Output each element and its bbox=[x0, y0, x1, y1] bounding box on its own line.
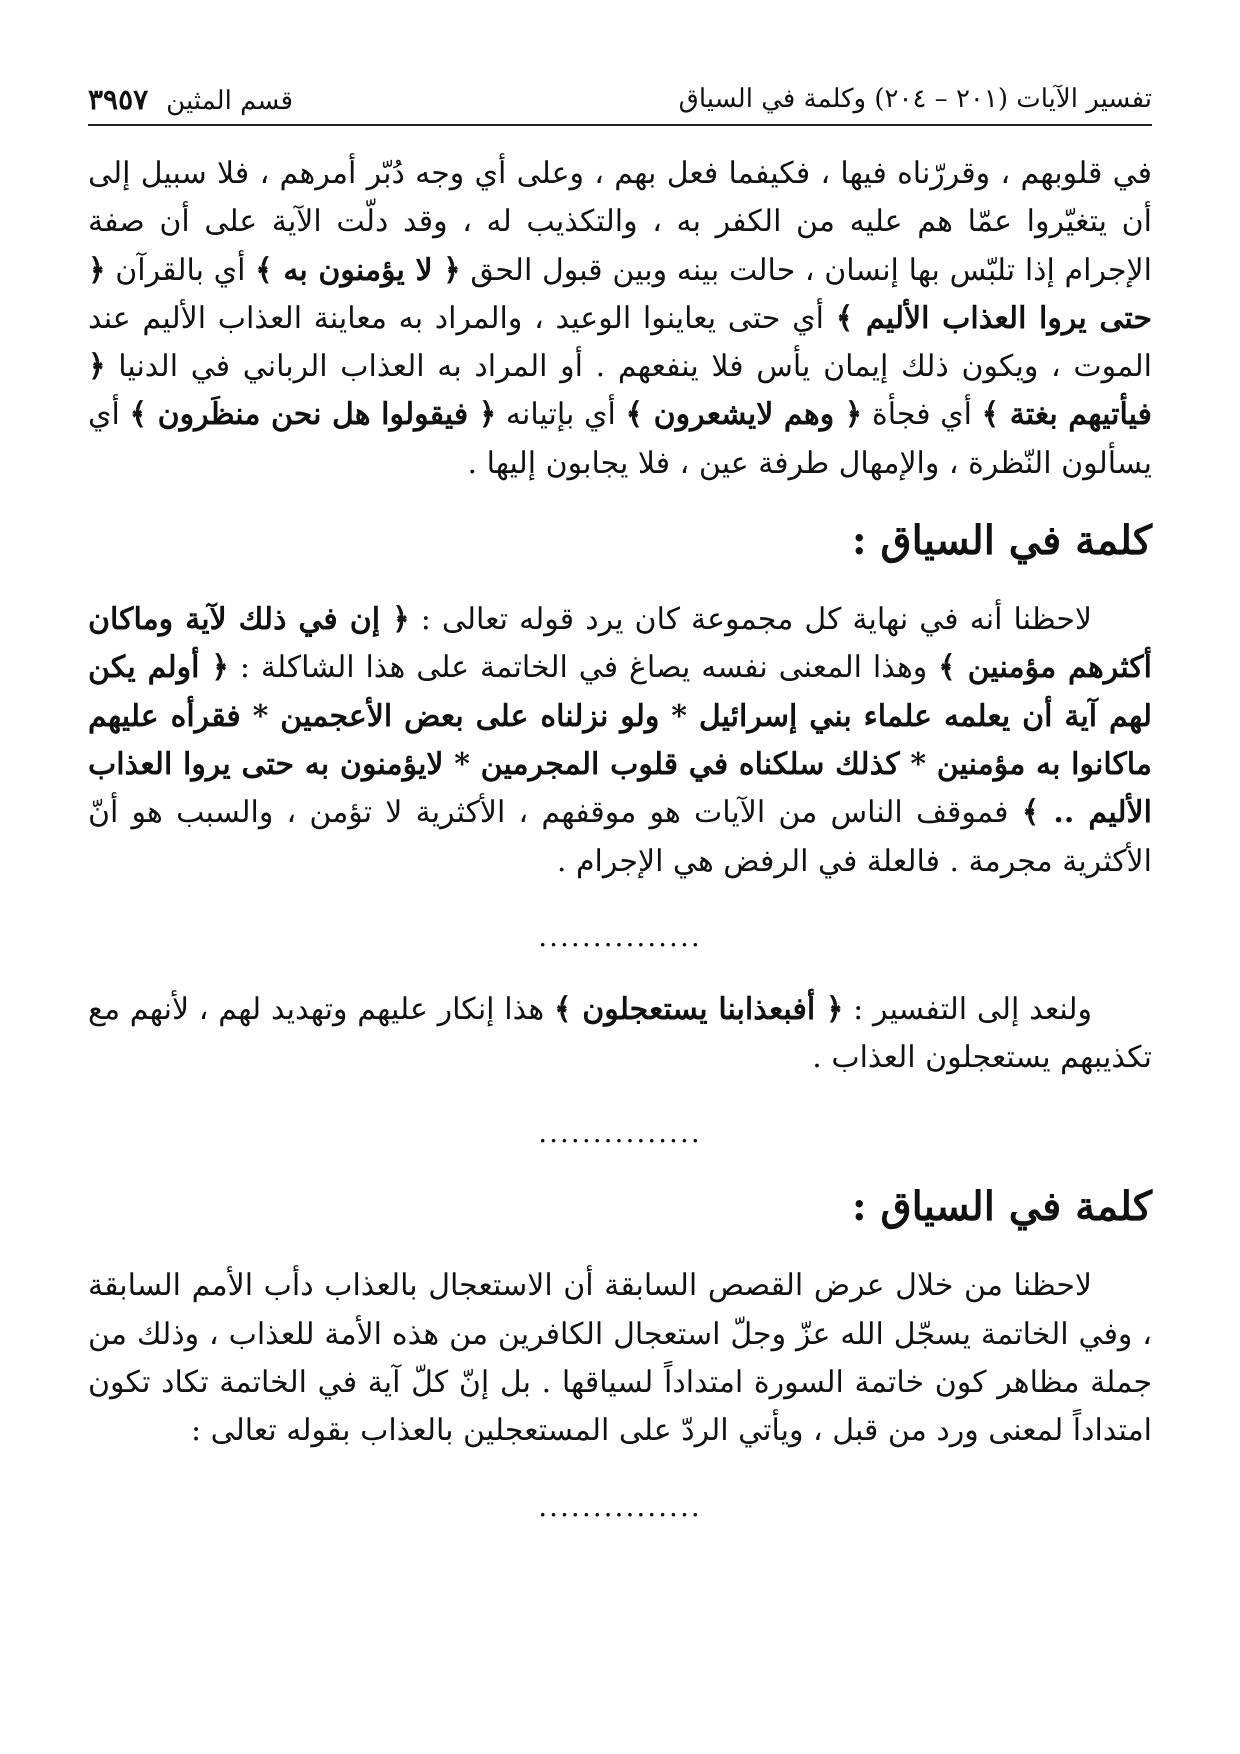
quran-quote: ﴿ وهم لايشعرون ﴾ bbox=[625, 397, 863, 433]
page-number: ٣٩٥٧ bbox=[88, 82, 149, 116]
paragraph-tafsir-1 bbox=[88, 150, 1152, 488]
quran-quote: ﴿ أولم يكن لهم آية أن يعلمه علماء بني إسرائيل * ولو نزلناه على بعض الأعجمين * فقرأه عليهم ماكانوا به مؤمنين * كذلك سلكناه في قلوب المجرمين * لايؤمنون به حتى يروا العذاب الأليم .. ﴾ bbox=[88, 650, 1152, 831]
section-heading-2: كلمة في السياق : bbox=[851, 1183, 1152, 1231]
quran-quote: ﴿ حتى يروا العذاب الأليم ﴾ bbox=[88, 252, 1153, 336]
text-run: أي بالقرآن bbox=[105, 252, 256, 288]
header-title: تفسير الآيات (٢٠١ – ٢٠٤) وكلمة في السياق bbox=[678, 84, 1152, 114]
text-run: لاحظنا أنه في نهاية كل مجموعة كان يرد قوله تعالى : bbox=[409, 602, 1092, 638]
section-heading-1: كلمة في السياق : bbox=[851, 517, 1152, 565]
text-run: أي بإتيانه bbox=[496, 397, 626, 433]
header-section-name: قسم المثين bbox=[166, 85, 294, 116]
header-left-group bbox=[88, 83, 293, 116]
text-run: وهذا المعنى نفسه يصاغ في الخاتمة على هذا الشاكلة : bbox=[228, 650, 939, 686]
quran-quote: ﴿ فيأتيهم بغتة ﴾ bbox=[88, 349, 1152, 433]
dotted-separator: ............... bbox=[538, 1489, 702, 1523]
paragraph-tafsir-2 bbox=[88, 986, 1152, 1083]
text-run: أي فجأة bbox=[862, 397, 982, 433]
header-divider bbox=[88, 124, 1152, 126]
dotted-separator: ............... bbox=[538, 1116, 702, 1150]
quran-quote: ﴿ أفبعذابنا يستعجلون ﴾ bbox=[553, 991, 844, 1027]
quran-quote: ﴿ لا يؤمنون به ﴾ bbox=[255, 252, 461, 288]
paragraph-context-2 bbox=[88, 1262, 1152, 1455]
quran-quote: ﴿ فيقولوا هل نحن منظَرون ﴾ bbox=[129, 397, 497, 433]
running-header bbox=[88, 74, 1152, 124]
page-body bbox=[88, 150, 1152, 1714]
text-run: فموقف الناس من الآيات هو موقفهم ، الأكثرية لا تؤمن ، والسبب هو أنّ الأكثرية مجرمة . فالعلة في الرفض هي الإجرام . bbox=[88, 795, 1152, 879]
quran-quote: ﴿ إن في ذلك لآية وماكان أكثرهم مؤمنين ﴾ bbox=[88, 602, 1152, 686]
text-run: أي يسألون النّظرة ، والإمهال طرفة عين ، فلا يجابون إليها . bbox=[88, 397, 1152, 481]
text-run: أي حتى يعاينوا الوعيد ، والمراد به معاينة العذاب الأليم عند الموت ، ويكون ذلك إيمان يأس فلا ينفعهم . أو المراد به العذاب الرباني في الدنيا bbox=[88, 300, 1152, 385]
text-run: ولنعد إلى التفسير : bbox=[843, 991, 1092, 1027]
text-run: في قلوبهم ، وقررّناه فيها ، فكيفما فعل بهم ، وعلى أي وجه دُبّر أمرهم ، فلا سبيل إلى أن يتغيّروا عمّا هم عليه من الكفر به ، والتكذيب له ، وقد دلّت الآية على أن صفة الإجرام إذا تلبّس بها إنسان ، حالت بينه وبين قبول الحق bbox=[88, 156, 1152, 288]
text-run: هذا إنكار عليهم وتهديد لهم ، لأنهم مع تكذيبهم يستعجلون العذاب . bbox=[88, 991, 1152, 1076]
paragraph-context-1 bbox=[88, 596, 1152, 886]
text-run: لاحظنا من خلال عرض القصص السابقة أن الاستعجال بالعذاب دأب الأمم السابقة ، وفي الخاتمة يسجّل الله عزّ وجلّ استعجال الكافرين من هذه الأمة للعذاب ، وذلك من جملة مظاهر كون خاتمة السورة امتداداً لسياقها . بل إنّ كلّ آية في الخاتمة تكاد تكون امتداداً لمعنى ورد من قبل ، ويأتي الردّ على المستعجلين بالعذاب بقوله تعالى : bbox=[88, 1268, 1152, 1449]
dotted-separator: ............... bbox=[538, 919, 702, 953]
